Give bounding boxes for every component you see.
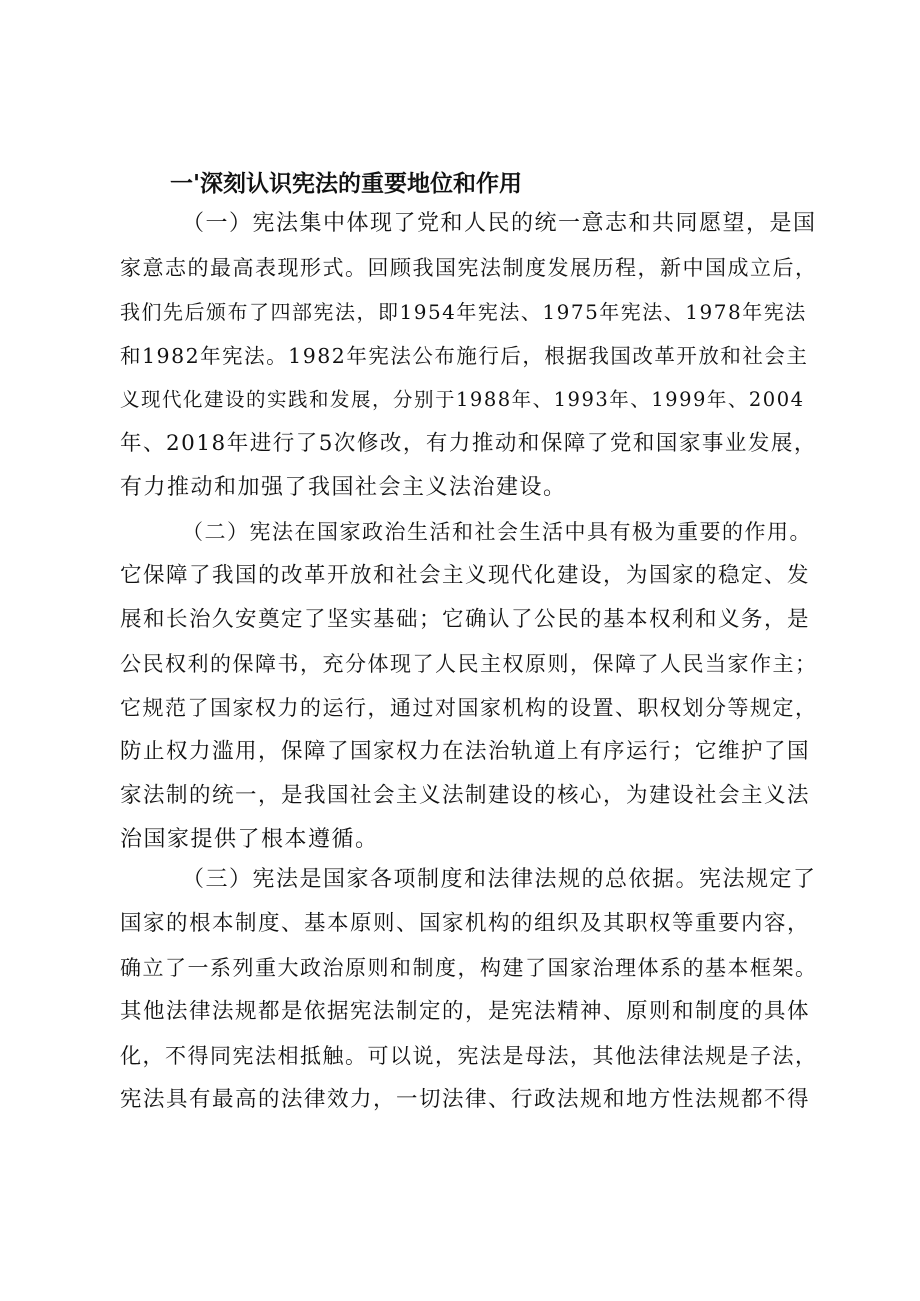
paragraph-line: 家意志的最高表现形式。回顾我国宪法制度发展历程，新中国成立后， — [120, 256, 818, 280]
paragraph-line: 义现代化建设的实践和发展，分别于1988年、1993年、1999年、2004 — [120, 388, 805, 411]
section-heading: 一'深刻认识宪法的重要地位和作用 — [170, 171, 523, 197]
paragraph-line: （一）宪法集中体现了党和人民的统一意志和共同愿望，是国 — [182, 211, 817, 236]
paragraph-line: 宪法具有最高的法律效力，一切法律、行政法规和地方性法规都不得 — [120, 1087, 811, 1112]
paragraph-line: 确立了一系列重大政治原则和制度，构建了国家治理体系的基本框架。 — [120, 956, 818, 980]
paragraph-line: （三）宪法是国家各项制度和法律法规的总依据。宪法规定了 — [182, 867, 817, 892]
paragraph-1 — [120, 202, 820, 510]
paragraph-line: 我们先后颁布了四部宪法，即1954年宪法、1975年宪法、1978年宪法 — [120, 300, 807, 324]
paragraph-2 — [120, 510, 820, 862]
paragraph-line: 其他法律法规都是依据宪法制定的，是宪法精神、原则和制度的具体 — [120, 999, 811, 1024]
paragraph-line: 年、2018年进行了5次修改，有力推动和保障了党和国家事业发展， — [120, 431, 817, 456]
paragraph-3 — [120, 858, 820, 1122]
paragraph-line: 公民权利的保障书，充分体现了人民主权原则，保障了人民当家作主； — [120, 652, 818, 676]
paragraph-line: （二）宪法在国家政治生活和社会生活中具有极为重要的作用。 — [182, 520, 812, 544]
paragraph-line: 国家的根本制度、基本原则、国家机构的组织及其职权等重要内容， — [120, 911, 811, 936]
paragraph-line: 家法制的统一，是我国社会主义法制建设的核心，为建设社会主义法 — [120, 783, 811, 808]
paragraph-line: 它保障了我国的改革开放和社会主义现代化建设，为国家的稳定、发 — [120, 563, 811, 588]
paragraph-line: 它规范了国家权力的运行，通过对国家机构的设置、职权划分等规定， — [120, 696, 818, 720]
paragraph-line: 和1982年宪法。1982年宪法公布施行后，根据我国改革开放和社会主 — [120, 344, 809, 368]
paragraph-line: 防止权力滥用，保障了国家权力在法治轨道上有序运行；它维护了国 — [120, 739, 811, 764]
paragraph-line: 有力推动和加强了我国社会主义法治建设。 — [120, 475, 567, 500]
paragraph-line: 治国家提供了根本遵循。 — [120, 827, 379, 852]
paragraph-line: 展和长治久安奠定了坚实基础；它确认了公民的基本权利和义务，是 — [120, 607, 811, 632]
paragraph-line: 化，不得同宪法相抵触。可以说，宪法是母法，其他法律法规是子法， — [120, 1044, 818, 1068]
